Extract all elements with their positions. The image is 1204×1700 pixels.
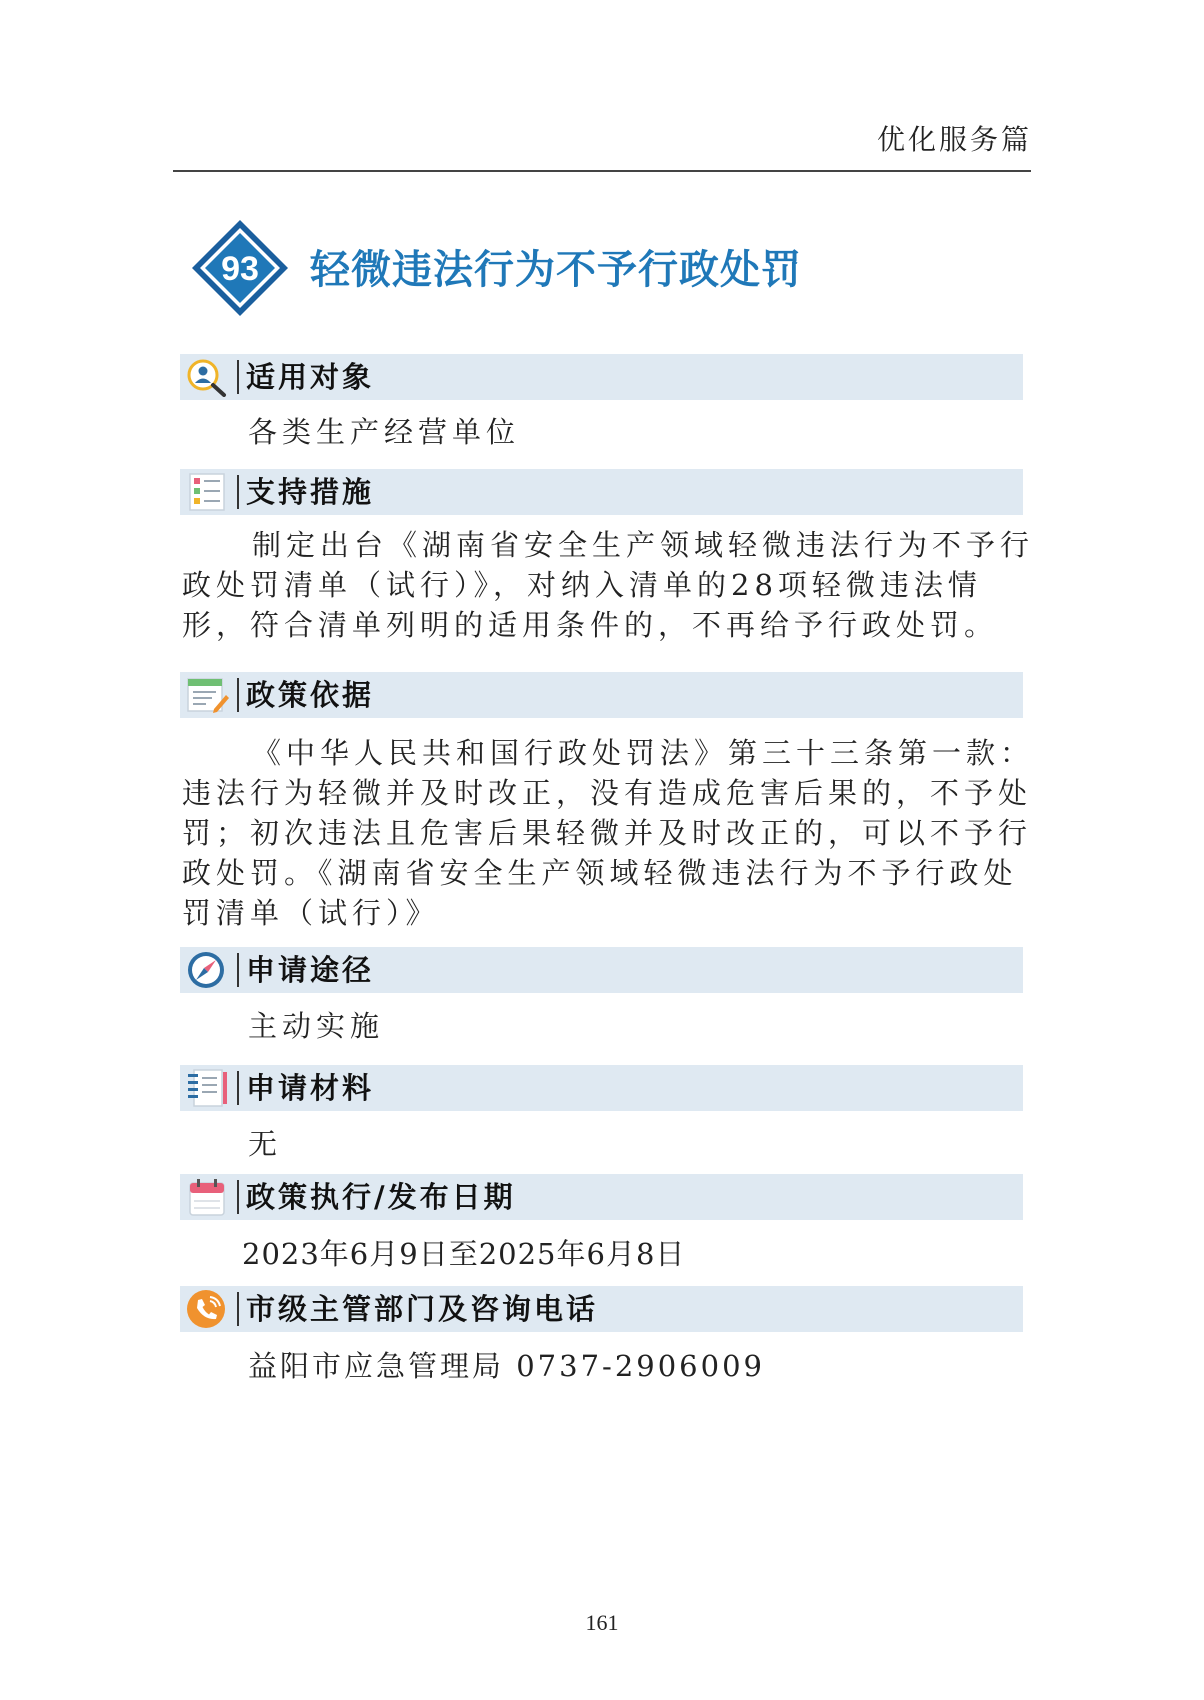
person-search-icon — [184, 357, 230, 397]
section-divider — [237, 475, 239, 509]
section-divider — [237, 1180, 239, 1214]
item-number-badge — [190, 218, 290, 318]
body-line: 2023年6月9日至2025年6月8日 — [242, 1237, 686, 1271]
notebook-icon — [184, 1068, 230, 1108]
section-divider — [237, 953, 239, 987]
section-header-target — [180, 354, 1023, 400]
body-line: 违法行为轻微并及时改正，没有造成危害后果的，不予处 — [182, 776, 1033, 810]
section-label: 市级主管部门及咨询电话 — [246, 1292, 599, 1326]
section-header-basis — [180, 672, 1023, 718]
section-body-contact — [182, 1346, 1024, 1386]
header-rule — [173, 170, 1031, 172]
section-divider — [237, 1071, 239, 1105]
item-title: 轻微违法行为不予行政处罚 — [310, 247, 802, 293]
document-edit-icon — [184, 675, 230, 715]
section-divider — [237, 678, 239, 712]
body-line: 政处罚清单（试行）》，对纳入清单的28项轻微违法情 — [182, 568, 982, 602]
section-label: 适用对象 — [246, 360, 375, 394]
body-line: 主动实施 — [248, 1009, 385, 1043]
page-number: 161 — [585, 1610, 619, 1635]
item-number: 93 — [221, 250, 259, 288]
section-label: 政策执行/发布日期 — [246, 1180, 516, 1214]
body-line: 制定出台《湖南省安全生产领域轻微违法行为不予行 — [252, 528, 1035, 562]
checklist-icon — [184, 472, 230, 512]
section-header-measures — [180, 469, 1023, 515]
body-line: 益阳市应急管理局 0737-2906009 — [248, 1349, 765, 1383]
section-label: 政策依据 — [246, 678, 375, 712]
body-line: 各类生产经营单位 — [248, 415, 521, 449]
section-body-basis — [182, 733, 1035, 933]
body-line: 形，符合清单列明的适用条件的，不再给予行政处罚。 — [182, 608, 999, 642]
body-line: 无 — [248, 1127, 283, 1161]
section-label: 申请材料 — [246, 1071, 375, 1105]
section-body-channel — [182, 1006, 1024, 1046]
section-label: 申请途径 — [246, 953, 375, 987]
section-header-contact — [180, 1286, 1023, 1332]
section-label: 支持措施 — [246, 475, 375, 509]
body-line: 罚清单（试行）》 — [182, 896, 440, 930]
section-divider — [237, 360, 239, 394]
header-section-title: 优化服务篇 — [876, 123, 1032, 156]
section-header-channel — [180, 947, 1023, 993]
section-header-date — [180, 1174, 1023, 1220]
phone-icon — [184, 1289, 230, 1329]
body-line: 罚；初次违法且危害后果轻微并及时改正的，可以不予行 — [182, 816, 1033, 850]
body-line: 《中华人民共和国行政处罚法》第三十三条第一款： — [252, 736, 1035, 770]
body-line: 政处罚。《湖南省安全生产领域轻微违法行为不予行政处 — [182, 856, 1018, 890]
compass-icon — [184, 950, 230, 990]
section-body-target — [182, 412, 1024, 452]
section-body-date — [182, 1234, 1024, 1274]
calendar-icon — [184, 1177, 230, 1217]
section-body-measures — [182, 525, 1035, 645]
section-header-materials — [180, 1065, 1023, 1111]
section-body-materials — [182, 1124, 1024, 1164]
section-divider — [237, 1292, 239, 1326]
